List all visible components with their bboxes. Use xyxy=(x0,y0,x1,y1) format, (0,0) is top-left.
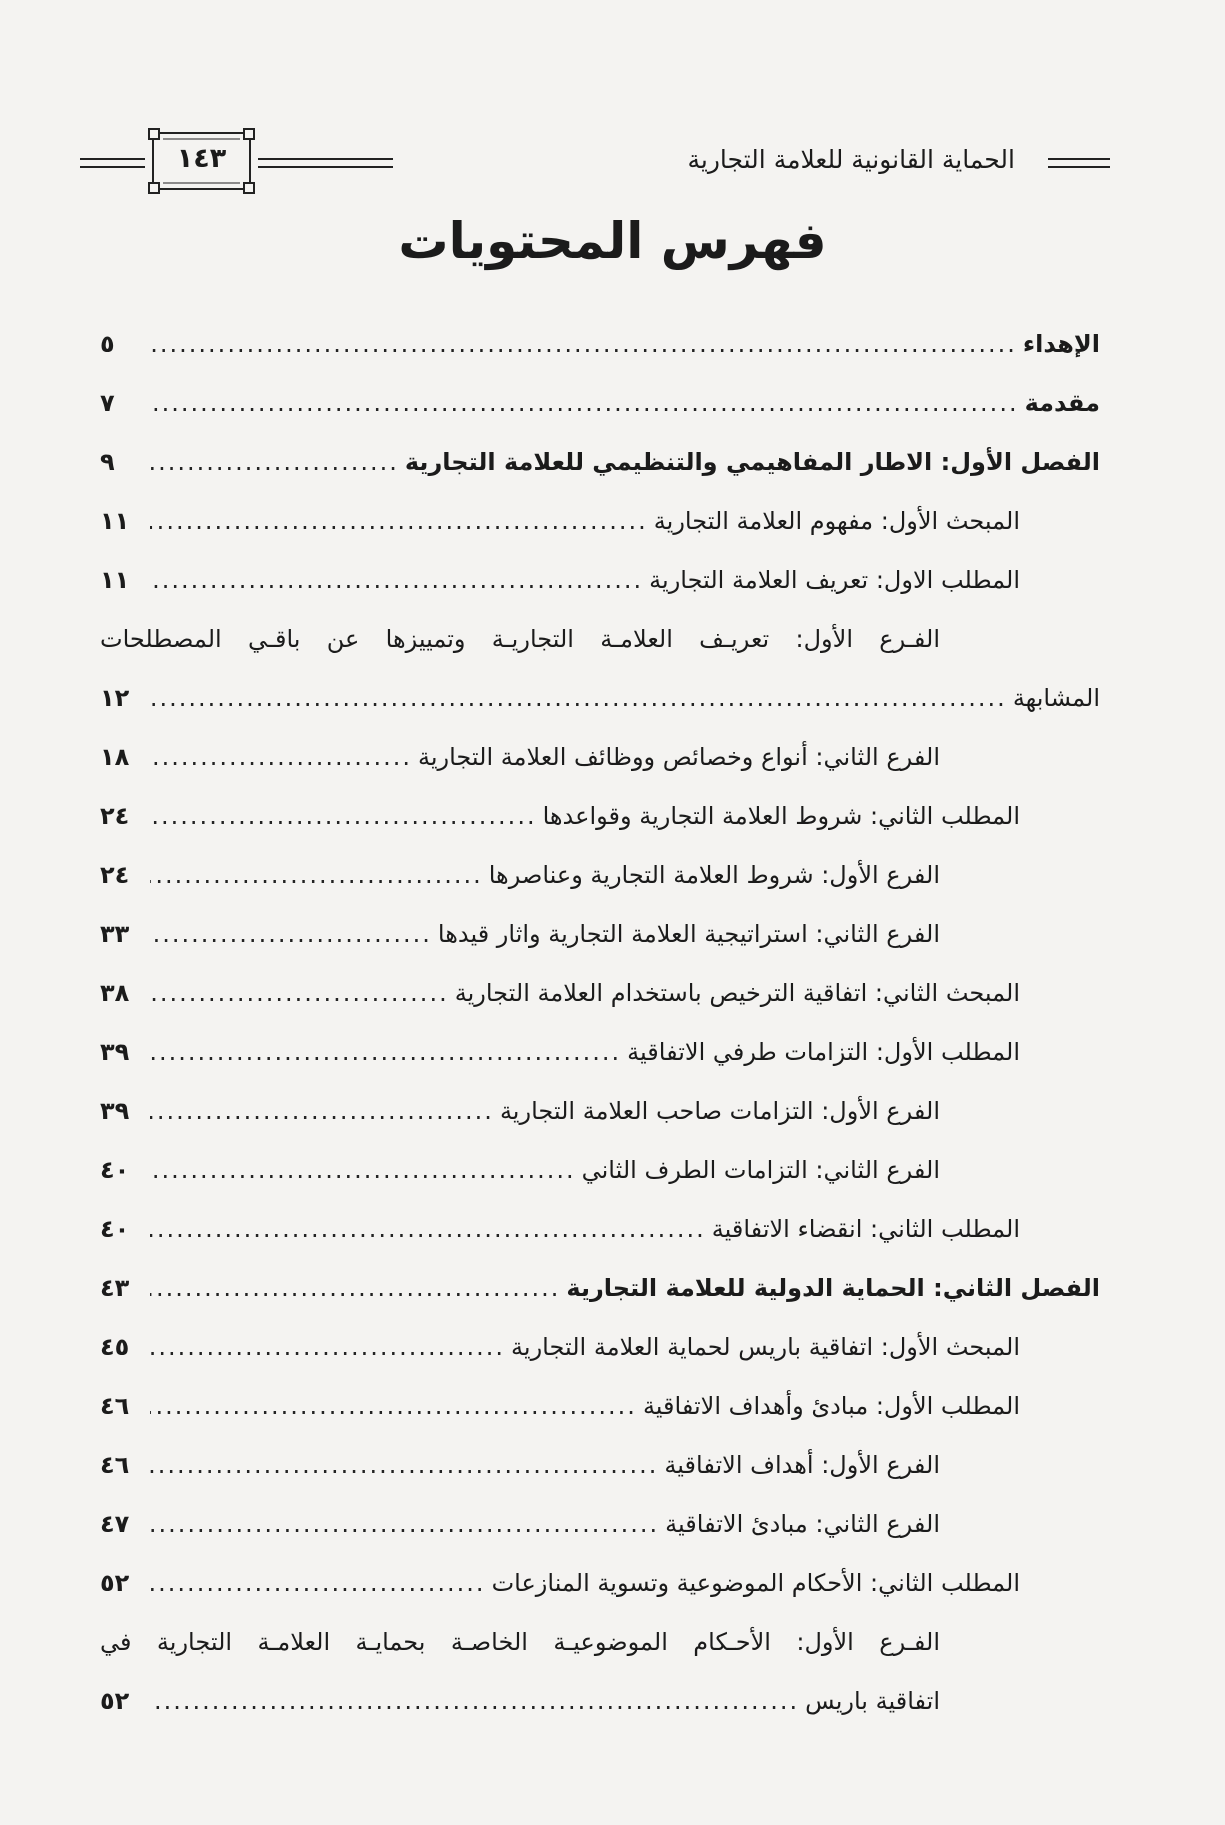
dot-leader xyxy=(150,905,432,964)
toc-entry[interactable] xyxy=(100,1023,1100,1082)
toc-entry-page: ٢٤ xyxy=(100,861,130,889)
toc-entry-title: الفرع الثاني: مبادئ الاتفاقية xyxy=(665,1510,940,1538)
toc-entry[interactable] xyxy=(100,1141,1100,1200)
dot-leader xyxy=(150,1259,560,1318)
dot-leader xyxy=(150,728,412,787)
toc-entry-title: الفرع الثاني: التزامات الطرف الثاني xyxy=(581,1156,940,1184)
toc-entry-title: المطلب الاول: تعريف العلامة التجارية xyxy=(649,566,1020,594)
toc-entry[interactable] xyxy=(100,315,1100,374)
toc-entry-page: ٣٩ xyxy=(100,1038,130,1066)
toc-entry[interactable] xyxy=(100,1318,1100,1377)
toc-entry-title: الفصل الثاني: الحماية الدولية للعلامة التجارية xyxy=(566,1274,1100,1302)
dot-leader xyxy=(150,1377,637,1436)
toc-entry[interactable] xyxy=(100,1259,1100,1318)
toc-entry[interactable] xyxy=(100,787,1100,846)
dot-leader xyxy=(150,1495,659,1554)
dot-leader xyxy=(150,1023,621,1082)
toc-entry-title: المطلب الأول: التزامات طرفي الاتفاقية xyxy=(627,1038,1020,1066)
toc-entry-title: الفـرع الأول: تعريـف العلامـة التجاريـة وتمييزها عن باقـي المصطلحات xyxy=(100,625,940,653)
dot-leader xyxy=(150,1672,799,1731)
toc-entry-title: المبحث الثاني: اتفاقية الترخيص باستخدام العلامة التجارية xyxy=(454,979,1020,1007)
toc-entry-page: ٥٢ xyxy=(100,1687,130,1715)
toc-entry[interactable] xyxy=(100,728,1100,787)
toc-entry-page: ٧ xyxy=(100,389,115,417)
toc-entry-page: ٤٦ xyxy=(100,1451,130,1479)
toc-entry-title: الفـرع الأول: الأحـكام الموضوعيـة الخاصـة بحمايـة العلامـة التجارية في xyxy=(100,1628,940,1656)
toc-heading: فهرس المحتويات xyxy=(398,212,827,270)
toc-entry[interactable] xyxy=(100,846,1100,905)
dot-leader xyxy=(150,1141,576,1200)
header-rule-middle xyxy=(258,158,393,172)
toc-entry[interactable] xyxy=(100,433,1100,492)
dot-leader xyxy=(150,846,483,905)
toc-entry-title: المطلب الأول: مبادئ وأهداف الاتفاقية xyxy=(642,1392,1020,1420)
toc-entry-title: المبحث الأول: مفهوم العلامة التجارية xyxy=(653,507,1020,535)
toc-entry-title: مقدمة xyxy=(1024,389,1100,417)
toc-entry-page: ٥٢ xyxy=(100,1569,130,1597)
header-rule-right xyxy=(1048,158,1110,172)
dot-leader xyxy=(150,374,1019,433)
toc-entry-page: ٤٣ xyxy=(100,1274,130,1302)
toc-entry-title-cont: المشابهة xyxy=(1012,684,1100,712)
toc-entry[interactable] xyxy=(100,551,1100,610)
toc-entry-wrapped-first-line[interactable] xyxy=(100,610,1100,669)
toc-entry-title-cont: اتفاقية باريس xyxy=(805,1687,940,1715)
toc-entry-title: الفرع الأول: التزامات صاحب العلامة التجارية xyxy=(499,1097,940,1125)
toc-entry-title: الفرع الأول: أهداف الاتفاقية xyxy=(664,1451,940,1479)
toc-entry-page: ٤٠ xyxy=(100,1156,130,1184)
toc-entry[interactable] xyxy=(100,492,1100,551)
toc-entry-title: المطلب الثاني: الأحكام الموضوعية وتسوية المنازعات xyxy=(491,1569,1020,1597)
toc-entry-page: ٤٥ xyxy=(100,1333,130,1361)
toc-entry-continuation[interactable] xyxy=(100,669,1100,728)
toc-entry-title: المطلب الثاني: انقضاء الاتفاقية xyxy=(711,1215,1020,1243)
dot-leader xyxy=(150,1082,494,1141)
dot-leader xyxy=(150,964,449,1023)
running-title: الحماية القانونية للعلامة التجارية xyxy=(687,145,1015,174)
dot-leader xyxy=(150,1200,706,1259)
toc-entry-page: ٩ xyxy=(100,448,115,476)
toc-entry-page: ٣٩ xyxy=(100,1097,130,1125)
toc-entry-page: ١٨ xyxy=(100,743,130,771)
toc-entry-title: الفرع الأول: شروط العلامة التجارية وعناصرها xyxy=(488,861,940,889)
header-rule-left xyxy=(80,158,145,172)
toc-entry[interactable] xyxy=(100,905,1100,964)
dot-leader xyxy=(150,315,1017,374)
dot-leader xyxy=(150,1436,658,1495)
toc-entry[interactable] xyxy=(100,1377,1100,1436)
toc-entry-title: المبحث الأول: اتفاقية باريس لحماية العلامة التجارية xyxy=(511,1333,1020,1361)
toc-entry-page: ٤٦ xyxy=(100,1392,130,1420)
toc-entry-page: ٤٠ xyxy=(100,1215,130,1243)
toc-entry-title: الإهداء xyxy=(1022,330,1100,358)
toc-list xyxy=(100,315,1100,1731)
toc-entry-title: الفرع الثاني: أنواع وخصائص ووظائف العلامة التجارية xyxy=(417,743,940,771)
toc-entry[interactable] xyxy=(100,1436,1100,1495)
toc-entry[interactable] xyxy=(100,1200,1100,1259)
dot-leader xyxy=(150,787,537,846)
toc-entry-page: ٣٣ xyxy=(100,920,130,948)
dot-leader xyxy=(150,1318,505,1377)
toc-entry-page: ٣٨ xyxy=(100,979,130,1007)
toc-entry[interactable] xyxy=(100,1495,1100,1554)
running-header xyxy=(80,125,1110,215)
toc-entry-wrapped-first-line[interactable] xyxy=(100,1613,1100,1672)
dot-leader xyxy=(150,1554,486,1613)
toc-entry-page: ٥ xyxy=(100,330,115,358)
page-number: ١٤٣ xyxy=(176,143,227,174)
toc-entry-page: ١١ xyxy=(100,507,130,535)
toc-entry-page: ٤٧ xyxy=(100,1510,130,1538)
toc-entry[interactable] xyxy=(100,374,1100,433)
dot-leader xyxy=(150,433,399,492)
toc-entry[interactable] xyxy=(100,1082,1100,1141)
dot-leader xyxy=(150,551,643,610)
dot-leader xyxy=(150,492,648,551)
toc-entry-title: الفصل الأول: الاطار المفاهيمي والتنظيمي للعلامة التجارية xyxy=(404,448,1100,476)
toc-entry[interactable] xyxy=(100,1554,1100,1613)
toc-entry-page: ١١ xyxy=(100,566,130,594)
dot-leader xyxy=(150,669,1007,728)
toc-entry-continuation[interactable] xyxy=(100,1672,1100,1731)
toc-entry-title: المطلب الثاني: شروط العلامة التجارية وقواعدها xyxy=(542,802,1020,830)
toc-entry-page: ١٢ xyxy=(100,684,130,712)
page-number-frame xyxy=(145,125,258,197)
toc-entry-title: الفرع الثاني: استراتيجية العلامة التجارية واثار قيدها xyxy=(437,920,940,948)
toc-entry[interactable] xyxy=(100,964,1100,1023)
toc-entry-page: ٢٤ xyxy=(100,802,130,830)
